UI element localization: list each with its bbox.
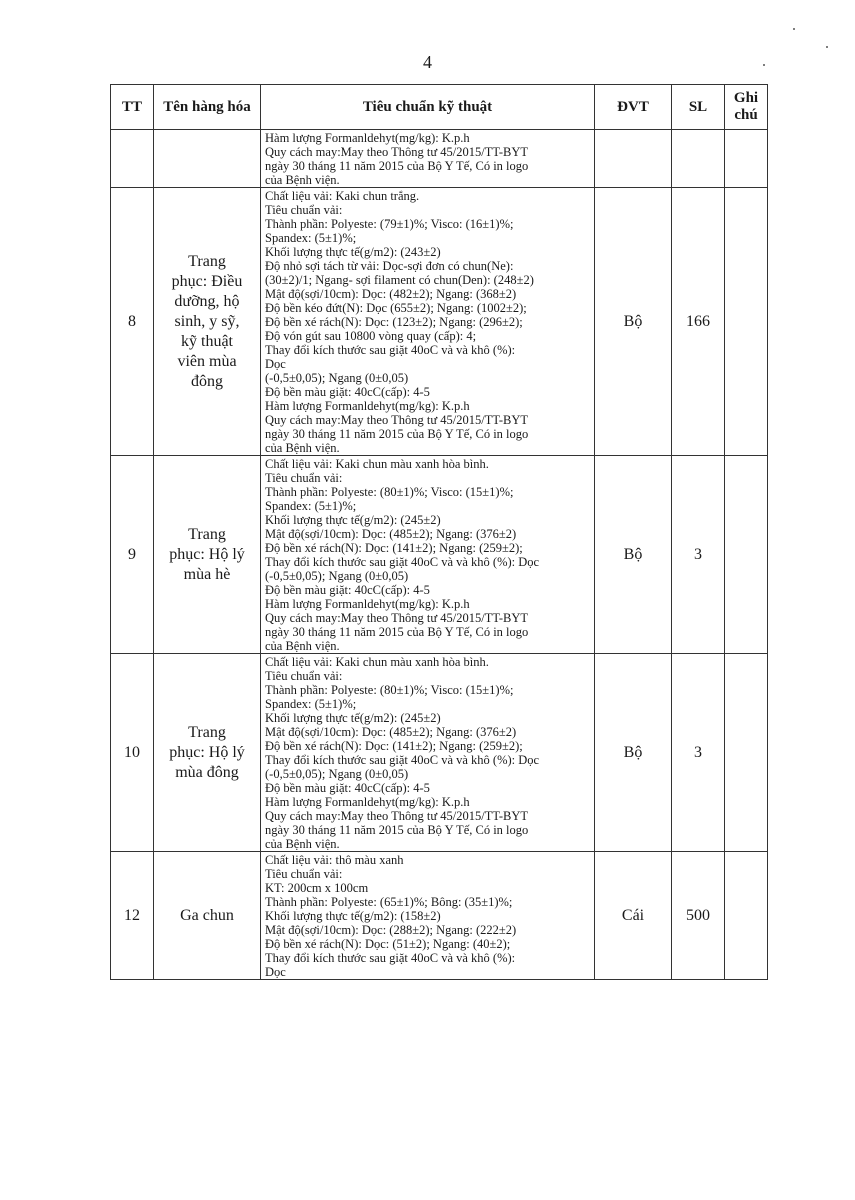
row-unit: Cái [595, 852, 672, 980]
spec-line: Mật độ(sợi/10cm): Dọc: (288±2); Ngang: (222±2) [265, 923, 517, 937]
item-name-line: phục: Điều [171, 272, 243, 290]
row-quantity: 166 [672, 188, 725, 456]
spec-line: Tiêu chuẩn vải: [265, 471, 343, 485]
row-note [725, 456, 768, 654]
table-body [111, 130, 768, 980]
header-tt: TT [111, 85, 154, 130]
spec-line: Mật độ(sợi/10cm): Dọc: (482±2); Ngang: (368±2) [265, 287, 517, 301]
item-name-line: đông [191, 372, 223, 390]
row-note [725, 852, 768, 980]
spec-line: Độ bền xé rách(N): Dọc: (51±2); Ngang: (40±2); [265, 937, 511, 951]
row-unit: Bộ [595, 654, 672, 852]
item-name-line: dưỡng, hộ [174, 292, 240, 310]
spec-line: của Bệnh viện. [265, 639, 340, 653]
header-sl: SL [672, 85, 725, 130]
row-unit: Bộ [595, 456, 672, 654]
spec-line: Thay đổi kích thước sau giặt 40oC và và khô (%): Dọc [265, 555, 540, 569]
spec-line: Hàm lượng Formanldehyt(mg/kg): K.p.h [265, 795, 470, 809]
row-spec [261, 130, 595, 188]
spec-line: ngày 30 tháng 11 năm 2015 của Bộ Y Tế, Có in logo [265, 823, 529, 837]
row-tt: 8 [111, 188, 154, 456]
row-spec [261, 188, 595, 456]
table-header-row [111, 85, 768, 130]
spec-line: của Bệnh viện. [265, 837, 340, 851]
spec-line: Quy cách may:May theo Thông tư 45/2015/TT-BYT [265, 611, 528, 625]
spec-line: Dọc [265, 965, 286, 979]
row-tt: 9 [111, 456, 154, 654]
spec-line: Chất liệu vải: thô màu xanh [265, 853, 404, 867]
spec-line: Độ vón gút sau 10800 vòng quay (cấp): 4; [265, 329, 477, 343]
spec-line: Độ bền xé rách(N): Dọc: (141±2); Ngang: (259±2); [265, 739, 523, 753]
item-name-line: Ga chun [180, 906, 234, 924]
header-note: Ghi chú [725, 85, 768, 130]
spec-line: Thành phần: Polyeste: (79±1)%; Visco: (16±1)%; [265, 217, 514, 231]
table-row [111, 130, 768, 188]
item-name-line: mùa đông [175, 763, 239, 781]
row-item-name [154, 654, 261, 852]
spec-line: Hàm lượng Formanldehyt(mg/kg): K.p.h [265, 597, 470, 611]
spec-line: ngày 30 tháng 11 năm 2015 của Bộ Y Tế, Có in logo [265, 625, 529, 639]
spec-line: Quy cách may:May theo Thông tư 45/2015/TT-BYT [265, 413, 528, 427]
scan-speck [826, 46, 828, 48]
page-number: 4 [423, 52, 432, 72]
spec-line: (-0,5±0,05); Ngang (0±0,05) [265, 569, 409, 583]
spec-line: Độ bền màu giặt: 40cC(cấp): 4-5 [265, 583, 430, 597]
item-name-line: sinh, y sỹ, [174, 312, 240, 330]
spec-line: ngày 30 tháng 11 năm 2015 của Bộ Y Tế, Có in logo [265, 427, 529, 441]
spec-line: Quy cách may:May theo Thông tư 45/2015/TT-BYT [265, 145, 528, 159]
spec-line: Độ nhỏ sợi tách từ vải: Dọc-sợi đơn có chun(Ne): [265, 259, 514, 273]
row-note [725, 188, 768, 456]
spec-line: Khối lượng thực tế(g/m2): (245±2) [265, 513, 441, 527]
spec-line: Thay đổi kích thước sau giặt 40oC và và khô (%): [265, 343, 516, 357]
spec-line: Chất liệu vải: Kaki chun màu xanh hòa bình. [265, 655, 489, 669]
spec-line: Spandex: (5±1)%; [265, 231, 357, 245]
row-quantity: 3 [672, 654, 725, 852]
item-name-line: phục: Hộ lý [169, 545, 245, 563]
row-tt: 12 [111, 852, 154, 980]
item-name-line: Trang [188, 723, 226, 741]
row-quantity: 500 [672, 852, 725, 980]
row-spec [261, 654, 595, 852]
item-name-line: Trang [188, 252, 226, 270]
row-tt: 10 [111, 654, 154, 852]
header-dvt: ĐVT [595, 85, 672, 130]
spec-line: Khối lượng thực tế(g/m2): (158±2) [265, 909, 441, 923]
spec-line: Độ bền màu giặt: 40cC(cấp): 4-5 [265, 385, 430, 399]
spec-line: Mật độ(sợi/10cm): Dọc: (485±2); Ngang: (376±2) [265, 527, 517, 541]
row-spec [261, 456, 595, 654]
spec-line: Spandex: (5±1)%; [265, 499, 357, 513]
item-name-line: kỹ thuật [181, 332, 233, 350]
header-name: Tên hàng hóa [154, 85, 261, 130]
spec-line: (-0,5±0,05); Ngang (0±0,05) [265, 371, 409, 385]
row-tt [111, 130, 154, 188]
spec-table [110, 84, 768, 980]
item-name-line: mùa hè [183, 565, 231, 583]
row-unit [595, 130, 672, 188]
spec-line: Chất liệu vải: Kaki chun trắng. [265, 189, 420, 203]
spec-line: Hàm lượng Formanldehyt(mg/kg): K.p.h [265, 131, 470, 145]
spec-line: của Bệnh viện. [265, 173, 340, 187]
row-spec [261, 852, 595, 980]
spec-line: Chất liệu vải: Kaki chun màu xanh hòa bình. [265, 457, 489, 471]
scan-speck [793, 28, 795, 30]
spec-line: (-0,5±0,05); Ngang (0±0,05) [265, 767, 409, 781]
spec-line: Thành phần: Polyeste: (80±1)%; Visco: (15±1)%; [265, 683, 514, 697]
header-spec: Tiêu chuẩn kỹ thuật [261, 85, 595, 130]
spec-line: Tiêu chuẩn vải: [265, 203, 343, 217]
spec-line: Thành phần: Polyeste: (65±1)%; Bông: (35±1)%; [265, 895, 513, 909]
row-item-name [154, 456, 261, 654]
spec-line: Dọc [265, 357, 286, 371]
row-quantity: 3 [672, 456, 725, 654]
table-row [111, 654, 768, 852]
spec-line: KT: 200cm x 100cm [265, 881, 369, 895]
item-name-line: viên mùa [177, 352, 237, 370]
spec-line: Thay đổi kích thước sau giặt 40oC và và khô (%): [265, 951, 516, 965]
spec-line: ngày 30 tháng 11 năm 2015 của Bộ Y Tế, Có in logo [265, 159, 529, 173]
spec-line: Thay đổi kích thước sau giặt 40oC và và khô (%): Dọc [265, 753, 540, 767]
spec-line: Mật độ(sợi/10cm): Dọc: (485±2); Ngang: (376±2) [265, 725, 517, 739]
row-item-name [154, 852, 261, 980]
table-row [111, 456, 768, 654]
spec-line: Hàm lượng Formanldehyt(mg/kg): K.p.h [265, 399, 470, 413]
row-note [725, 130, 768, 188]
row-unit: Bộ [595, 188, 672, 456]
spec-line: Tiêu chuẩn vải: [265, 669, 343, 683]
spec-line: Spandex: (5±1)%; [265, 697, 357, 711]
row-note [725, 654, 768, 852]
spec-line: Quy cách may:May theo Thông tư 45/2015/TT-BYT [265, 809, 528, 823]
scan-speck [763, 64, 765, 66]
row-quantity [672, 130, 725, 188]
table-row [111, 852, 768, 980]
spec-line: Khối lượng thực tế(g/m2): (243±2) [265, 245, 441, 259]
item-name-line: phục: Hộ lý [169, 743, 245, 761]
spec-line: Độ bền xé rách(N): Dọc: (141±2); Ngang: (259±2); [265, 541, 523, 555]
table-row [111, 188, 768, 456]
spec-line: (30±2)/1; Ngang- sợi filament có chun(Den): (248±2) [265, 273, 534, 287]
spec-line: Độ bền màu giặt: 40cC(cấp): 4-5 [265, 781, 430, 795]
row-item-name [154, 188, 261, 456]
row-item-name [154, 130, 261, 188]
spec-line: của Bệnh viện. [265, 441, 340, 455]
spec-line: Thành phần: Polyeste: (80±1)%; Visco: (15±1)%; [265, 485, 514, 499]
spec-line: Độ bền xé rách(N): Dọc: (123±2); Ngang: (296±2); [265, 315, 523, 329]
item-name-line: Trang [188, 525, 226, 543]
spec-line: Khối lượng thực tế(g/m2): (245±2) [265, 711, 441, 725]
spec-line: Độ bền kéo đứt(N): Dọc (655±2); Ngang: (1002±2); [265, 301, 527, 315]
spec-line: Tiêu chuẩn vải: [265, 867, 343, 881]
